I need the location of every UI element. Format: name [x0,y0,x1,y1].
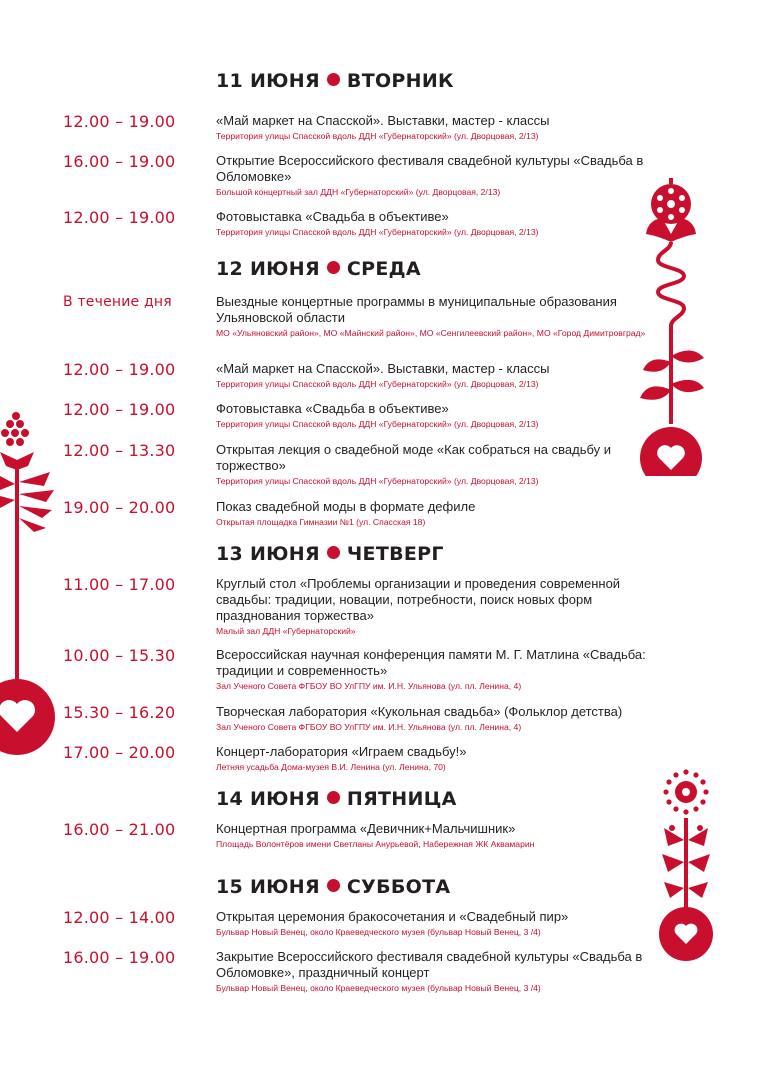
event-time: 12.00 – 19.00 [63,112,176,131]
bullet-dot-icon [327,261,340,274]
event-time: В течение дня [63,294,172,310]
bullet-dot-icon [327,546,340,559]
day-heading: 11 ИЮНЯ ВТОРНИК [216,70,454,92]
event-time: 16.00 – 19.00 [63,152,176,171]
event-venue: Территория улицы Спасской вдоль ДДН «Губернаторский» (ул. Дворцовая, 2/13) [216,227,539,237]
event-venue: Зал Ученого Совета ФГБОУ ВО УлГПУ им. И.Н. Ульянова (ул. пл. Ленина, 4) [216,722,522,732]
event-title: Концерт-лаборатория «Играем свадьбу!» [216,744,467,759]
event-venue: Территория улицы Спасской вдоль ДДН «Губернаторский» (ул. Дворцовая, 2/13) [216,476,539,486]
event-title: «Май маркет на Спасской». Выставки, мастер - классы [216,361,550,376]
event-time: 12.00 – 19.00 [63,400,176,419]
event-venue: Открытая площадка Гимназии №1 (ул. Спасская 18) [216,517,426,527]
event-time: 12.00 – 14.00 [63,908,176,927]
flower-ornament-icon [638,176,718,476]
event-venue: Площадь Волонтёров имени Светланы Анурьевой, Набережная ЖК Аквамарин [216,839,535,849]
bullet-dot-icon [327,791,340,804]
event-title: Всероссийская научная конференция памяти М. Г. Матлина «Свадьба: традиции и современность» [216,647,646,678]
bullet-dot-icon [327,879,340,892]
event-venue: Малый зал ДДН «Губернаторский» [216,626,356,636]
event-venue: Территория улицы Спасской вдоль ДДН «Губернаторский» (ул. Дворцовая, 2/13) [216,419,539,429]
event-title: Открытая лекция о свадебной моде «Как собраться на свадьбу и торжество» [216,442,612,473]
event-title: Фотовыставка «Свадьба в объективе» [216,401,449,416]
event-time: 16.00 – 21.00 [63,820,176,839]
day-heading: 14 ИЮНЯ ПЯТНИЦА [216,788,457,810]
event-time: 10.00 – 15.30 [63,646,176,665]
event-venue: Зал Ученого Совета ФГБОУ ВО УлГПУ им. И.Н. Ульянова (ул. пл. Ленина, 4) [216,681,522,691]
event-time: 19.00 – 20.00 [63,498,176,517]
event-time: 16.00 – 19.00 [63,948,176,967]
event-time: 12.00 – 19.00 [63,208,176,227]
event-venue: Территория улицы Спасской вдоль ДДН «Губернаторский» (ул. Дворцовая, 2/13) [216,379,539,389]
event-venue: Большой концертный зал ДДН «Губернаторский» (ул. Дворцовая, 2/13) [216,187,501,197]
event-time: 12.00 – 13.30 [63,441,176,460]
day-heading: 13 ИЮНЯ ЧЕТВЕРГ [216,543,444,565]
event-title: Показ свадебной моды в формате дефиле [216,499,476,514]
event-venue: МО «Ульяновский район», МО «Майнский район», МО «Сенгилеевский район», МО «Город Димитровград» [216,328,646,338]
event-venue: Бульвар Новый Венец, около Краеведческого музея (бульвар Новый Венец, 3 /4) [216,927,541,937]
event-venue: Бульвар Новый Венец, около Краеведческого музея (бульвар Новый Венец, 3 /4) [216,983,541,993]
event-title: Закрытие Всероссийского фестиваля свадебной культуры «Свадьба в Обломовке», праздничный концерт [216,949,643,980]
event-title: Фотовыставка «Свадьба в объективе» [216,209,449,224]
event-time: 11.00 – 17.00 [63,575,176,594]
day-heading: 12 ИЮНЯ СРЕДА [216,258,421,280]
event-title: Творческая лаборатория «Кукольная свадьба» (Фольклор детства) [216,704,623,719]
event-venue: Летняя усадьба Дома-музея В.И. Ленина (ул. Ленина, 70) [216,762,446,772]
event-time: 17.00 – 20.00 [63,743,176,762]
event-time: 12.00 – 19.00 [63,360,176,379]
event-title: Открытая церемония бракосочетания и «Свадебный пир» [216,909,569,924]
event-title: Открытие Всероссийского фестиваля свадебной культуры «Свадьба в Обломовке» [216,153,644,184]
event-venue: Территория улицы Спасской вдоль ДДН «Губернаторский» (ул. Дворцовая, 2/13) [216,131,539,141]
flower-ornament-icon [658,768,714,962]
event-title: Круглый стол «Проблемы организации и проведения современной свадьбы: традиции, новации, потребности, поиск новых форм празднования торжества» [216,576,621,623]
event-title: «Май маркет на Спасской». Выставки, мастер - классы [216,113,550,128]
day-heading: 15 ИЮНЯ СУББОТА [216,876,451,898]
flower-ornament-icon [0,412,62,757]
bullet-dot-icon [327,73,340,86]
event-title: Концертная программа «Девичник+Мальчишник» [216,821,516,836]
event-time: 15.30 – 16.20 [63,703,176,722]
event-title: Выездные концертные программы в муниципальные образования Ульяновской области [216,294,617,325]
